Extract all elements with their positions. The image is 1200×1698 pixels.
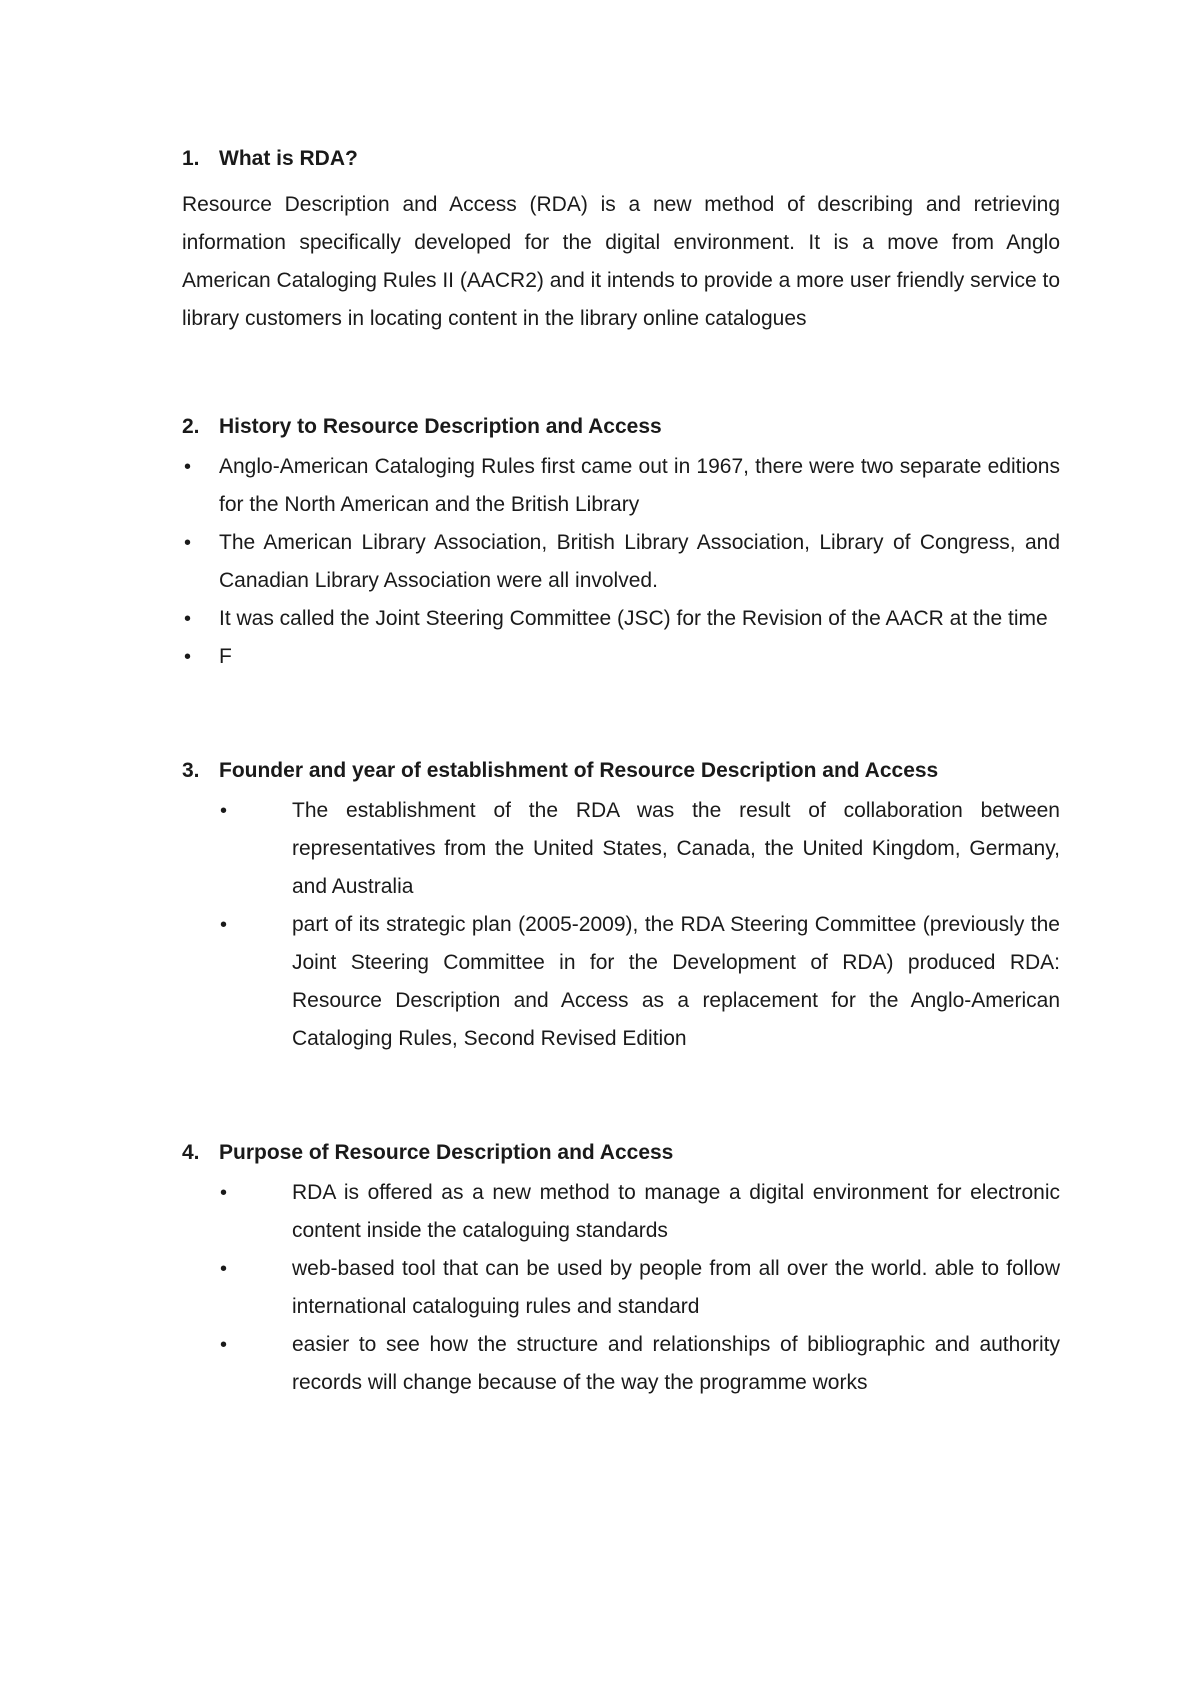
list-item: • RDA is offered as a new method to manage a digital environment for electronic content inside the cataloguing standards (182, 1174, 1060, 1250)
bullet-icon: • (220, 1334, 228, 1356)
section-title: History to Resource Description and Access (219, 415, 662, 438)
section-founder (182, 752, 1060, 1058)
section-title: What is RDA? (219, 147, 358, 170)
list-item: • The establishment of the RDA was the result of collaboration between representatives from the United States, Canada, the United Kingdom, Germany, and Australia (182, 792, 1060, 906)
list-item: • It was called the Joint Steering Committee (JSC) for the Revision of the AACR at the time (182, 600, 1060, 638)
bullet-icon: • (184, 608, 192, 630)
document-body (182, 140, 1060, 1402)
section-number: 4. (182, 1141, 200, 1164)
section-heading (182, 140, 1060, 178)
list-item: • The American Library Association, British Library Association, Library of Congress, and Canadian Library Association were all involved. (182, 524, 1060, 600)
bullet-icon: • (184, 456, 192, 478)
bullet-icon: • (220, 800, 228, 822)
section-title: Founder and year of establishment of Resource Description and Access (219, 759, 939, 782)
list-item: • F (182, 638, 1060, 676)
section-heading (182, 752, 1060, 790)
section-number: 2. (182, 415, 200, 438)
list-item: • Anglo-American Cataloging Rules first came out in 1967, there were two separate editions for the North American and the British Library (182, 448, 1060, 524)
bullet-icon: • (184, 646, 192, 668)
list-item: • easier to see how the structure and relationships of bibliographic and authority records will change because of the way the programme works (182, 1326, 1060, 1402)
bullet-list (182, 1174, 1060, 1402)
list-item: • part of its strategic plan (2005-2009), the RDA Steering Committee (previously the Joint Steering Committee in for the Development of RDA) produced RDA: Resource Description and Access as a replacement for the Anglo-American Cataloging Rules, Second Revised Edition (182, 906, 1060, 1058)
list-item: • web-based tool that can be used by people from all over the world. able to follow international cataloguing rules and standard (182, 1250, 1060, 1326)
bullet-icon: • (220, 1258, 228, 1280)
section-what-is-rda (182, 140, 1060, 338)
section-number: 1. (182, 147, 200, 170)
bullet-icon: • (184, 532, 192, 554)
bullet-list (182, 448, 1060, 676)
section-purpose (182, 1134, 1060, 1402)
section-title: Purpose of Resource Description and Access (219, 1141, 674, 1164)
section-history (182, 408, 1060, 676)
bullet-icon: • (220, 914, 228, 936)
section-heading (182, 408, 1060, 446)
section-number: 3. (182, 759, 200, 782)
section-heading (182, 1134, 1060, 1172)
bullet-icon: • (220, 1182, 228, 1204)
bullet-list (182, 792, 1060, 1058)
section-paragraph: Resource Description and Access (RDA) is a new method of describing and retrieving information specifically developed for the digital environment. It is a move from Anglo American Cataloging Rules II (AACR2) and it intends to provide a more user friendly service to library customers in locating content in the library online catalogues (182, 193, 1060, 330)
